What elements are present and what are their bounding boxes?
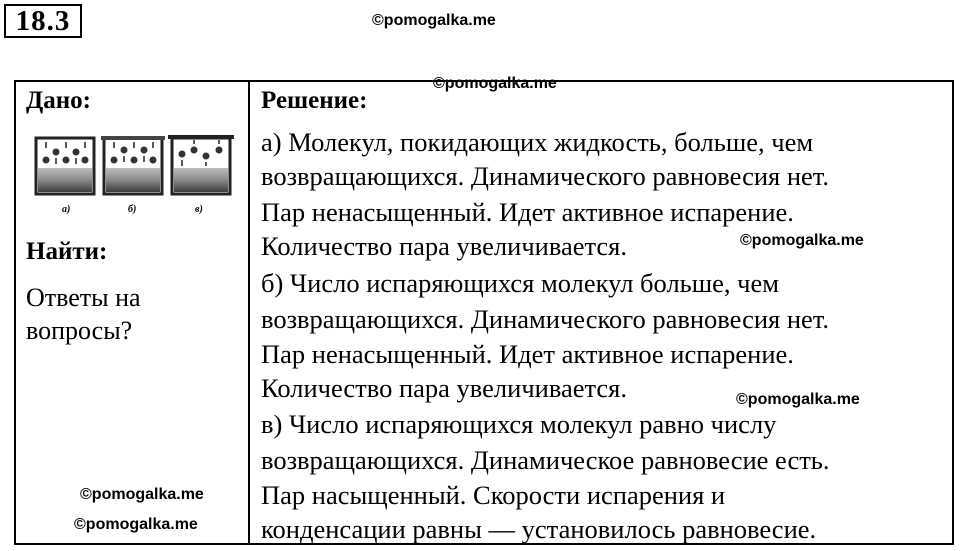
- solution-line: возвращающихся. Динамического равновесия нет.: [261, 304, 829, 334]
- column-divider: [248, 80, 250, 545]
- beaker-b: [101, 136, 165, 194]
- find-line: Ответы на: [26, 283, 141, 312]
- solution-line: возвращающихся. Динамическое равновесие есть.: [261, 445, 830, 475]
- solution-heading: Решение:: [261, 87, 368, 114]
- problem-number: 18.3: [4, 4, 82, 38]
- solution-line: в) Число испаряющихся молекул равно числу: [261, 409, 777, 439]
- beaker-a: [36, 138, 94, 194]
- find-line: вопросы?: [26, 316, 133, 345]
- find-heading: Найти:: [26, 238, 108, 265]
- figure-label-c: в): [195, 204, 203, 215]
- watermark-top: ©pomogalka.me: [372, 12, 496, 29]
- solution-line: а) Молекул, покидающих жидкость, больше, чем: [261, 127, 814, 157]
- solution-line: Пар ненасыщенный. Идет активное испарение.: [261, 339, 794, 369]
- solution-line: Количество пара увеличивается.: [261, 373, 627, 403]
- watermark-left-1: ©pomogalka.me: [80, 486, 204, 503]
- find-text: [26, 281, 141, 347]
- watermark-left-2: ©pomogalka.me: [74, 516, 198, 533]
- given-heading: Дано:: [26, 87, 91, 114]
- figure-label-b: б): [128, 204, 137, 215]
- watermark-table-header: ©pomogalka.me: [433, 75, 557, 92]
- watermark-solution-a: ©pomogalka.me: [740, 232, 864, 249]
- figure-label-a: а): [62, 204, 71, 215]
- solution-line: Пар ненасыщенный. Идет активное испарение.: [261, 197, 794, 227]
- solution-line: Количество пара увеличивается.: [261, 231, 627, 261]
- solution-line: б) Число испаряющихся молекул больше, чем: [261, 268, 780, 298]
- solution-line: конденсации равны — установилось равновесие.: [261, 514, 817, 544]
- watermark-solution-b: ©pomogalka.me: [736, 391, 860, 408]
- solution-line: Пар насыщенный. Скорости испарения и: [261, 480, 726, 510]
- solution-line: возвращающихся. Динамического равновесия нет.: [261, 161, 829, 191]
- beaker-c: [168, 135, 234, 194]
